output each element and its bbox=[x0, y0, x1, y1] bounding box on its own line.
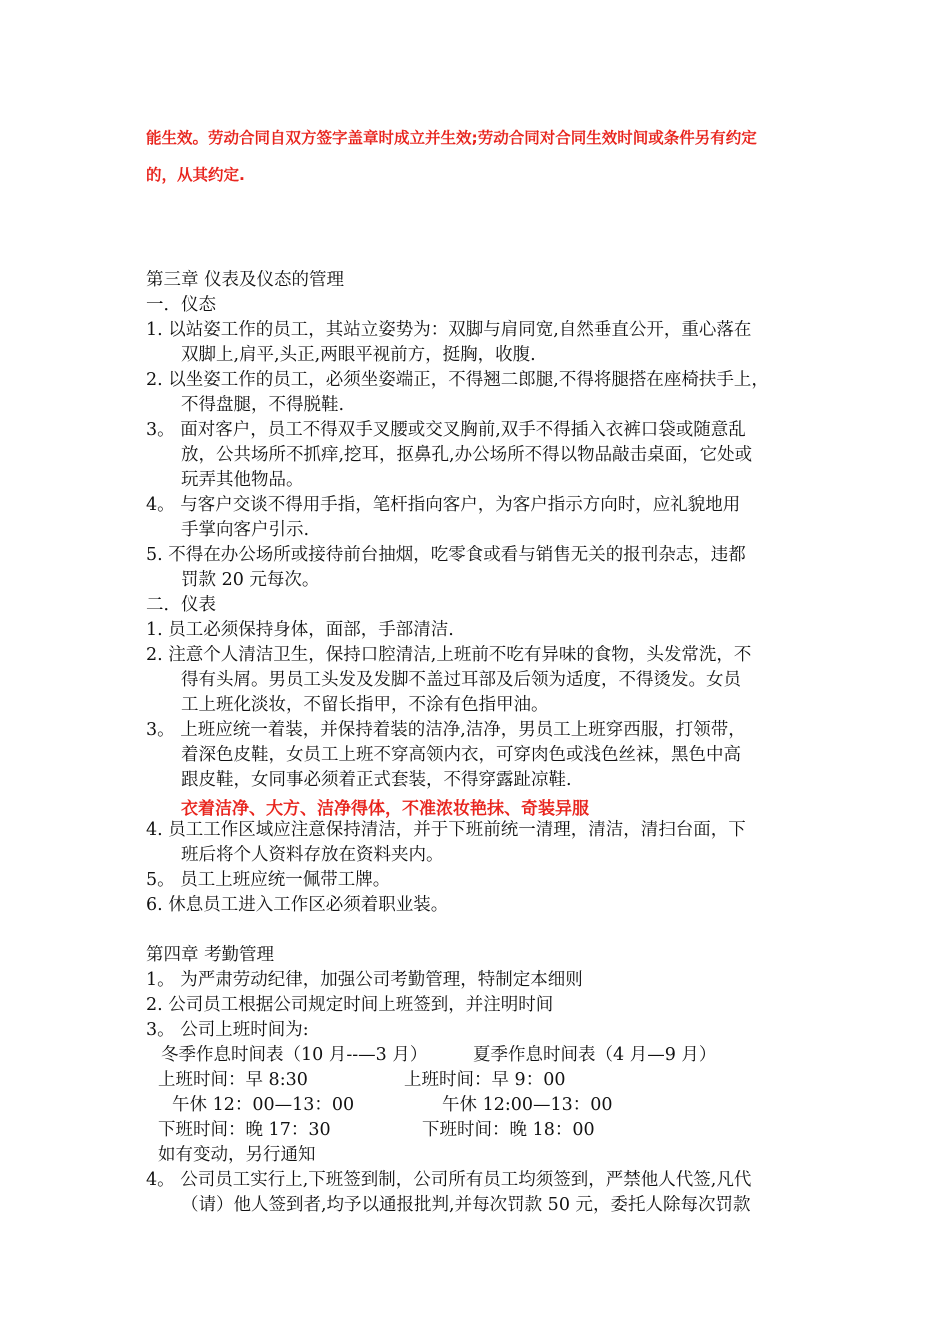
winter-schedule-title: 冬季作息时间表（10 月--—3 月） bbox=[161, 1045, 428, 1065]
attendance-item-4b: （请）他人签到者,均予以通报批判,并每次罚款 50 元，委托人除每次罚款 bbox=[181, 1195, 751, 1215]
attendance-item-2: 2. 公司员工根据公司规定时间上班签到，并注明时间 bbox=[146, 995, 554, 1015]
chapter4-title: 第四章 考勤管理 bbox=[146, 945, 275, 965]
section-posture: 一．仪态 bbox=[146, 295, 216, 315]
appearance-item-4a: 4. 员工工作区域应注意保持清洁，并于下班前统一清理，清洁，清扫台面，下 bbox=[146, 820, 746, 840]
appearance-item-4b: 班后将个人资料存放在资料夹内。 bbox=[181, 845, 444, 865]
posture-item-3a: 3。 面对客户，员工不得双手叉腰或交叉胸前,双手不得插入衣裤口袋或随意乱 bbox=[146, 420, 746, 440]
summer-schedule-title: 夏季作息时间表（4 月—9 月） bbox=[473, 1045, 717, 1065]
summer-start-time: 上班时间：早 9：00 bbox=[404, 1070, 566, 1090]
posture-item-2a: 2. 以坐姿工作的员工，必须坐姿端正，不得翘二郎腿,不得将腿搭在座椅扶手上， bbox=[146, 370, 769, 390]
appearance-item-2b: 得有头屑。男员工头发及发脚不盖过耳部及后领为适度，不得烫发。女员 bbox=[181, 670, 741, 690]
posture-item-3c: 玩弄其他物品。 bbox=[181, 470, 304, 490]
winter-start-time: 上班时间：早 8:30 bbox=[158, 1070, 308, 1090]
winter-end-time: 下班时间：晚 17：30 bbox=[158, 1120, 331, 1140]
appearance-item-3a: 3。 上班应统一着装，并保持着装的洁净,洁净，男员工上班穿西服，打领带， bbox=[146, 720, 746, 740]
appearance-item-2c: 工上班化淡妆，不留长指甲，不涂有色指甲油。 bbox=[181, 695, 549, 715]
section-appearance: 二．仪表 bbox=[146, 595, 216, 615]
attendance-item-1: 1。 为严肃劳动纪律，加强公司考勤管理，特制定本细则 bbox=[146, 970, 583, 990]
top-red-line-2: 的，从其约定. bbox=[146, 166, 245, 184]
appearance-item-3b: 着深色皮鞋，女员工上班不穿高领内衣，可穿肉色或浅色丝袜，黑色中高 bbox=[181, 745, 741, 765]
chapter3-title: 第三章 仪表及仪态的管理 bbox=[146, 270, 345, 290]
appearance-emphasis: 衣着洁净、大方、洁净得体，不准浓妆艳抹、奇装异服 bbox=[181, 799, 589, 819]
posture-item-4b: 手掌向客户引示. bbox=[181, 520, 310, 540]
schedule-notice: 如有变动，另行通知 bbox=[158, 1145, 316, 1165]
summer-noon-break: 午休 12:00—13：00 bbox=[442, 1095, 613, 1115]
attendance-item-4a: 4。 公司员工实行上,下班签到制，公司所有员工均须签到，严禁他人代签,凡代 bbox=[146, 1170, 752, 1190]
appearance-item-1: 1. 员工必须保持身体，面部，手部清洁. bbox=[146, 620, 454, 640]
appearance-item-3c: 跟皮鞋，女同事必须着正式套装，不得穿露趾凉鞋. bbox=[181, 770, 572, 790]
posture-item-4a: 4。 与客户交谈不得用手指，笔杆指向客户，为客户指示方向时，应礼貌地用 bbox=[146, 495, 741, 515]
appearance-item-2a: 2. 注意个人清洁卫生，保持口腔清洁,上班前不吃有异味的食物，头发常洗，不 bbox=[146, 645, 752, 665]
posture-item-1a: 1. 以站姿工作的员工，其站立姿势为：双脚与肩同宽,自然垂直公开，重心落在 bbox=[146, 320, 752, 340]
posture-item-2b: 不得盘腿，不得脱鞋. bbox=[181, 395, 345, 415]
appearance-item-6: 6. 休息员工进入工作区必须着职业装。 bbox=[146, 895, 449, 915]
winter-noon-break: 午休 12：00—13：00 bbox=[172, 1095, 355, 1115]
posture-item-3b: 放，公共场所不抓痒,挖耳，抠鼻孔,办公场所不得以物品敲击桌面，它处或 bbox=[181, 445, 753, 465]
attendance-item-3: 3。 公司上班时间为: bbox=[146, 1020, 309, 1040]
posture-item-5a: 5. 不得在办公场所或接待前台抽烟，吃零食或看与销售无关的报刊杂志，违都 bbox=[146, 545, 746, 565]
posture-item-1b: 双脚上,肩平,头正,两眼平视前方，挺胸，收腹. bbox=[181, 345, 536, 365]
posture-item-5b: 罚款 20 元每次。 bbox=[181, 570, 320, 590]
summer-end-time: 下班时间：晚 18：00 bbox=[422, 1120, 595, 1140]
top-red-line-1: 能生效。劳动合同自双方签字盖章时成立并生效;劳动合同对合同生效时间或条件另有约定 bbox=[146, 129, 757, 147]
appearance-item-5: 5。 员工上班应统一佩带工牌。 bbox=[146, 870, 391, 890]
